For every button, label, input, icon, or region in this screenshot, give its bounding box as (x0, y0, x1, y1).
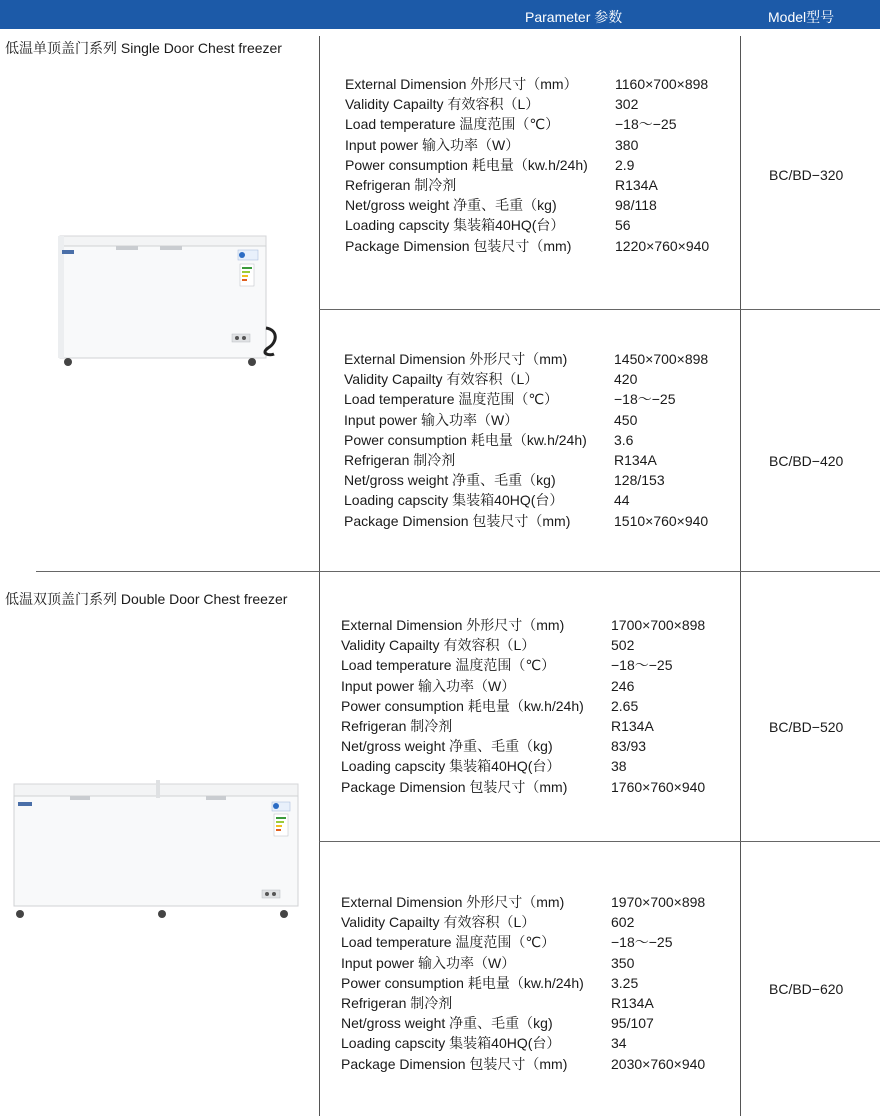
spec-row (341, 973, 705, 993)
spec-value: 420 (614, 371, 638, 388)
spec-label: Loading capscity 集装箱40HQ(台） (341, 1035, 561, 1052)
spec-row (344, 389, 708, 409)
spec-value: −18～−25 (611, 657, 673, 674)
spec-row (341, 756, 705, 776)
spec-label: Net/gross weight 净重、毛重（kg) (341, 1015, 553, 1032)
spec-label: Net/gross weight 净重、毛重（kg) (345, 197, 557, 214)
spec-value: 128/153 (614, 472, 665, 489)
spec-value: 1450×700×898 (614, 351, 709, 367)
spec-row (345, 74, 709, 94)
spec-row (341, 736, 705, 756)
spec-row (341, 676, 705, 696)
model-column-header: Model型号 (768, 9, 835, 25)
spec-row (344, 470, 708, 490)
spec-label: Validity Capailty 有效容积（L） (341, 914, 536, 931)
spec-row (345, 155, 709, 175)
spec-row (345, 236, 709, 256)
spec-label: Validity Capailty 有效容积（L） (344, 371, 539, 388)
spec-value: R134A (611, 995, 654, 1012)
spec-row (341, 912, 705, 932)
spec-label: Power consumption 耗电量（kw.h/24h) (344, 431, 587, 448)
spec-row (341, 615, 705, 635)
spec-value: 98/118 (615, 197, 657, 214)
spec-list-bc-bd-320 (345, 74, 709, 256)
model-bc-bd-320: BC/BD−320 (769, 167, 844, 183)
spec-value: R134A (614, 452, 657, 469)
spec-label: Validity Capailty 有效容积（L） (345, 96, 540, 113)
spec-value: 38 (611, 758, 627, 775)
spec-value: 56 (615, 217, 631, 234)
spec-row (344, 450, 708, 470)
spec-label: Package Dimension 包装尺寸（mm) (344, 512, 571, 529)
spec-label: Refrigeran 制冷剂 (345, 177, 457, 194)
parameter-column-header: Parameter 参数 (525, 9, 623, 25)
spec-row (341, 1033, 705, 1053)
row-divider-3 (319, 841, 880, 842)
spec-value: 34 (611, 1035, 627, 1052)
spec-label: Power consumption 耗电量（kw.h/24h) (345, 156, 588, 173)
spec-value: 502 (611, 637, 635, 654)
section-divider (36, 571, 880, 572)
spec-label: Refrigeran 制冷剂 (341, 718, 453, 735)
spec-row (345, 135, 709, 155)
single-door-chest-freezer-image (56, 230, 282, 370)
spec-label: Load temperature 温度范围（℃） (341, 657, 556, 674)
spec-label: Loading capscity 集装箱40HQ(台） (345, 217, 565, 234)
spec-row (344, 490, 708, 510)
spec-value: 602 (611, 914, 635, 931)
table-header-bar (0, 0, 880, 29)
spec-label: External Dimension 外形尺寸（mm) (344, 351, 568, 367)
spec-row (341, 777, 705, 797)
spec-value: 95/107 (611, 1015, 654, 1032)
spec-row (345, 215, 709, 235)
spec-value: 2.65 (611, 697, 639, 714)
spec-value: 83/93 (611, 738, 647, 755)
spec-row (345, 175, 709, 195)
spec-value: 3.6 (614, 431, 634, 448)
spec-label: Package Dimension 包装尺寸（mm) (341, 1055, 568, 1072)
spec-label: Power consumption 耗电量（kw.h/24h) (341, 697, 584, 714)
column-divider-right (740, 36, 741, 1116)
spec-row (341, 953, 705, 973)
spec-value: −18～−25 (615, 116, 677, 133)
spec-label: Loading capscity 集装箱40HQ(台） (344, 492, 564, 509)
spec-list-bc-bd-520 (341, 615, 705, 797)
spec-row (345, 94, 709, 114)
spec-value: 1510×760×940 (614, 512, 709, 529)
model-bc-bd-620: BC/BD−620 (769, 981, 844, 997)
spec-label: Input power 输入功率（W） (344, 411, 519, 428)
spec-label: Input power 输入功率（W） (341, 954, 516, 971)
spec-list-bc-bd-620 (341, 892, 705, 1074)
spec-value: 2030×760×940 (611, 1055, 706, 1072)
spec-value: 380 (615, 136, 639, 153)
spec-row (344, 410, 708, 430)
section-title-single-door: 低温单顶盖门系列 Single Door Chest freezer (5, 40, 282, 56)
spec-value: 1160×700×898 (615, 76, 709, 92)
spec-row (341, 932, 705, 952)
spec-value: 450 (614, 411, 638, 428)
spec-row (344, 511, 708, 531)
model-bc-bd-420: BC/BD−420 (769, 453, 844, 469)
spec-value: 246 (611, 677, 635, 694)
spec-row (344, 430, 708, 450)
spec-value: 302 (615, 96, 639, 113)
spec-label: Package Dimension 包装尺寸（mm) (345, 237, 572, 254)
spec-label: Validity Capailty 有效容积（L） (341, 637, 536, 654)
spec-label: Load temperature 温度范围（℃） (341, 934, 556, 951)
spec-label: Load temperature 温度范围（℃） (344, 391, 559, 408)
section-title-double-door: 低温双顶盖门系列 Double Door Chest freezer (5, 591, 288, 607)
column-divider-left (319, 36, 320, 1116)
spec-row (341, 716, 705, 736)
row-divider-1 (319, 309, 880, 310)
spec-label: Input power 输入功率（W） (341, 677, 516, 694)
spec-value: 1700×700×898 (611, 617, 706, 633)
spec-value: R134A (615, 177, 658, 194)
spec-list-bc-bd-420 (344, 349, 708, 531)
spec-row (341, 1054, 705, 1074)
spec-value: R134A (611, 718, 654, 735)
spec-row (341, 1013, 705, 1033)
spec-label: Load temperature 温度范围（℃） (345, 116, 560, 133)
spec-label: Loading capscity 集装箱40HQ(台） (341, 758, 561, 775)
spec-value: 1970×700×898 (611, 894, 706, 910)
spec-value: 350 (611, 954, 635, 971)
spec-row (341, 892, 705, 912)
spec-row (344, 349, 708, 369)
spec-label: Net/gross weight 净重、毛重（kg) (341, 738, 553, 755)
spec-label: Power consumption 耗电量（kw.h/24h) (341, 974, 584, 991)
spec-value: 1220×760×940 (615, 237, 710, 254)
spec-label: External Dimension 外形尺寸（mm） (345, 76, 578, 92)
spec-row (341, 655, 705, 675)
spec-row (341, 635, 705, 655)
spec-value: 44 (614, 492, 630, 509)
spec-value: 3.25 (611, 974, 639, 991)
double-door-chest-freezer-image (10, 780, 304, 924)
spec-row (341, 993, 705, 1013)
spec-row (341, 696, 705, 716)
spec-label: Refrigeran 制冷剂 (344, 452, 456, 469)
spec-label: Package Dimension 包装尺寸（mm) (341, 778, 568, 795)
spec-value: −18～−25 (614, 391, 676, 408)
spec-row (345, 195, 709, 215)
spec-label: Input power 输入功率（W） (345, 136, 520, 153)
spec-value: 1760×760×940 (611, 778, 706, 795)
spec-row (345, 114, 709, 134)
spec-value: −18～−25 (611, 934, 673, 951)
spec-row (344, 369, 708, 389)
spec-label: Refrigeran 制冷剂 (341, 995, 453, 1012)
spec-label: External Dimension 外形尺寸（mm) (341, 617, 565, 633)
spec-label: Net/gross weight 净重、毛重（kg) (344, 472, 556, 489)
spec-value: 2.9 (615, 156, 635, 173)
model-bc-bd-520: BC/BD−520 (769, 719, 844, 735)
spec-label: External Dimension 外形尺寸（mm) (341, 894, 565, 910)
